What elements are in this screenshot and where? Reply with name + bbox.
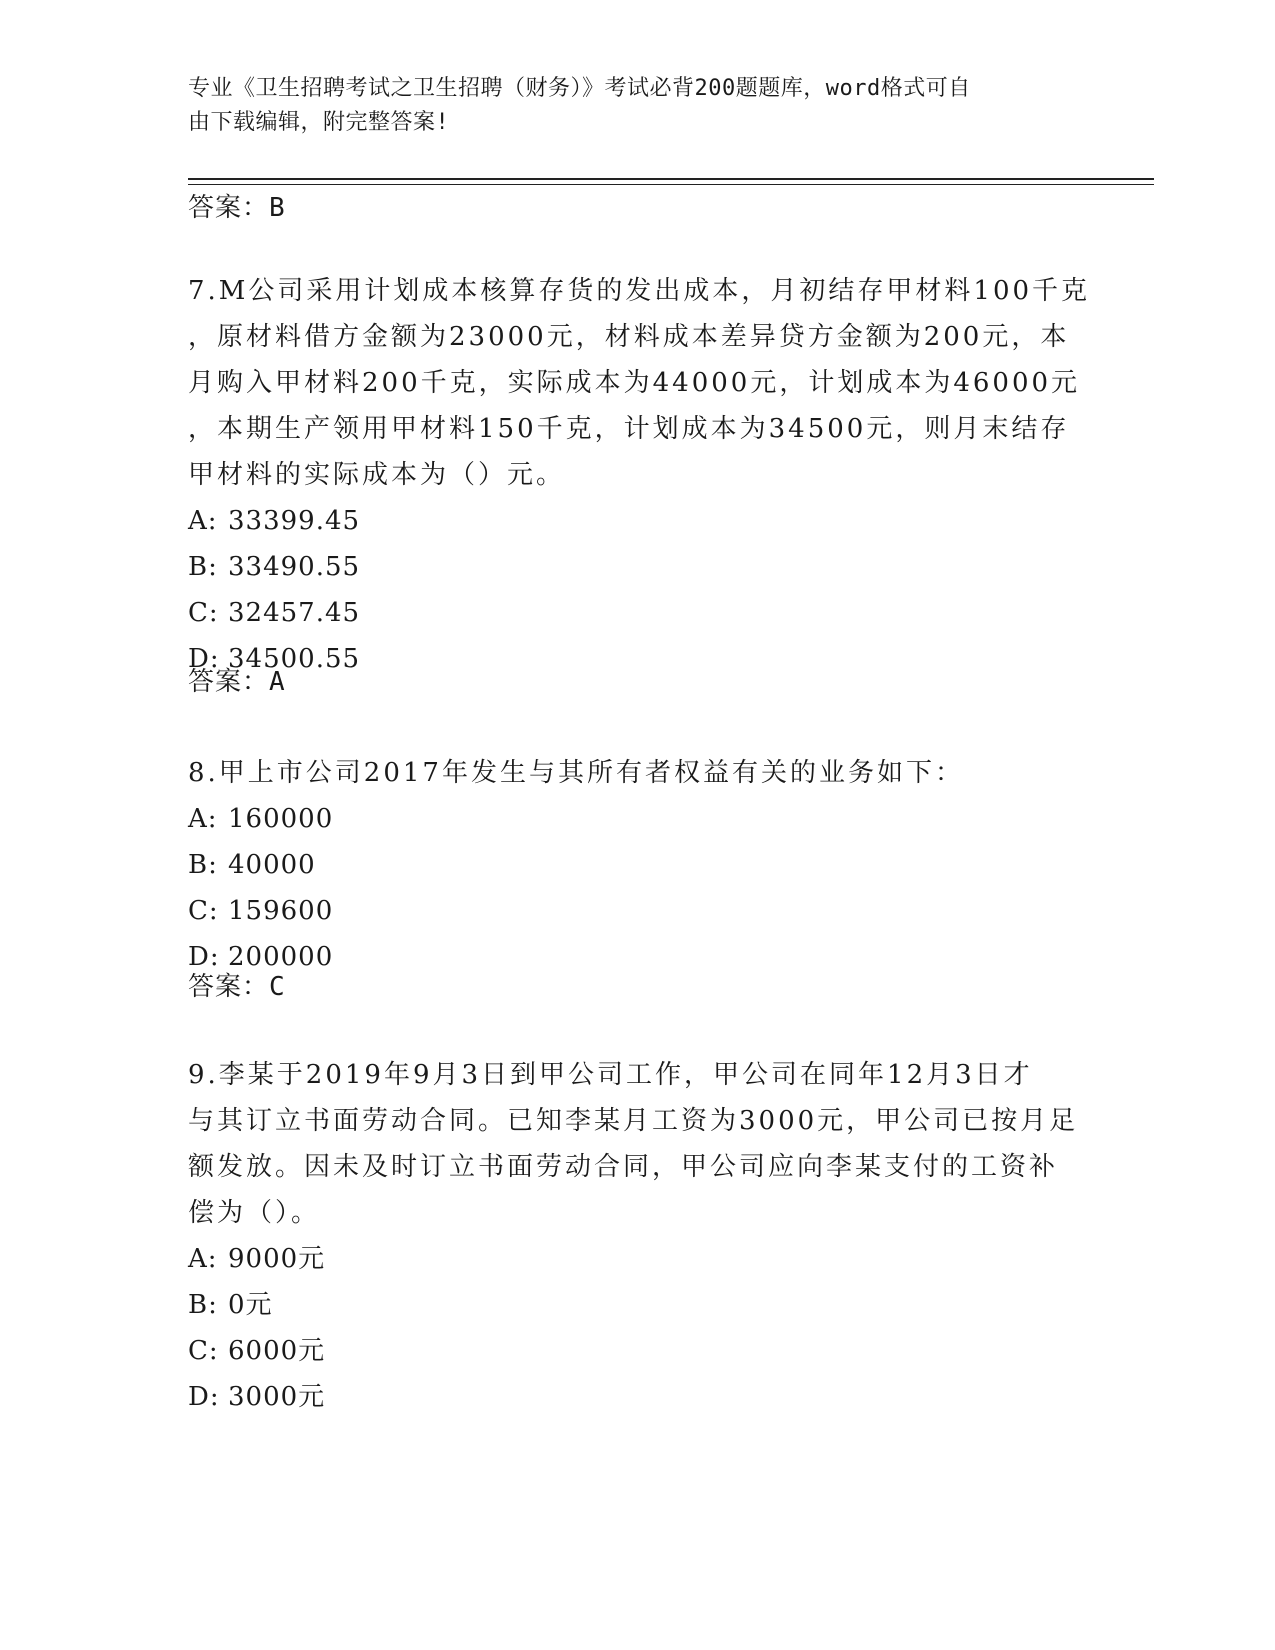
question-stem: [188, 750, 1088, 796]
option-text: 33490.55: [228, 552, 361, 582]
stem-line: ，原材料借方金额为23000元，材料成本差异贷方金额为200元，本: [188, 322, 1070, 352]
option-letter: D:: [188, 1382, 220, 1412]
option-b: [188, 544, 1088, 590]
question-7: [188, 268, 1091, 682]
option-d: [188, 636, 1088, 682]
answer-question-7: 答案：A: [188, 667, 286, 697]
option-text: 0元: [228, 1290, 273, 1320]
question-9: [188, 1052, 1088, 1420]
option-text: 160000: [228, 804, 334, 834]
option-b: [188, 842, 1088, 888]
option-c: [188, 888, 1088, 934]
header-line-2: 由下载编辑，附完整答案!: [188, 110, 450, 135]
question-stem: [188, 1052, 1088, 1236]
option-text: 200000: [228, 942, 334, 972]
option-text: 3000元: [228, 1382, 326, 1412]
stem-line: 额发放。因未及时订立书面劳动合同，甲公司应向李某支付的工资补: [188, 1152, 1059, 1182]
answer-question-8: 答案：C: [188, 972, 286, 1002]
option-letter: C:: [188, 1336, 219, 1366]
previous-answer: 答案：B: [188, 193, 286, 223]
option-letter: D:: [188, 644, 220, 674]
option-letter: A:: [188, 506, 218, 536]
option-a: [188, 1236, 1088, 1282]
header-divider-thick: [188, 178, 1154, 180]
option-text: 33399.45: [228, 506, 361, 536]
option-letter: D:: [188, 942, 220, 972]
option-letter: C:: [188, 598, 219, 628]
option-c: [188, 1328, 1088, 1374]
document-header: [188, 72, 1068, 140]
stem-line: 甲材料的实际成本为（）元。: [188, 460, 566, 490]
option-c: [188, 590, 1088, 636]
header-divider-thin: [188, 184, 1154, 185]
option-a: [188, 796, 1088, 842]
option-letter: A:: [188, 804, 218, 834]
stem-line: 偿为（）。: [188, 1198, 321, 1228]
option-text: 6000元: [228, 1336, 326, 1366]
question-8: [188, 750, 1088, 980]
option-text: 34500.55: [228, 644, 361, 674]
option-text: 32457.45: [228, 598, 361, 628]
option-letter: C:: [188, 896, 219, 926]
option-letter: B:: [188, 850, 218, 880]
stem-line: 与其订立书面劳动合同。已知李某月工资为3000元，甲公司已按月足: [188, 1106, 1079, 1136]
header-line-1: 专业《卫生招聘考试之卫生招聘（财务）》考试必背200题题库，word格式可自: [188, 76, 971, 101]
stem-line: 9.李某于2019年9月3日到甲公司工作，甲公司在同年12月3日才: [188, 1060, 1033, 1090]
option-text: 40000: [228, 850, 316, 880]
stem-line: ，本期生产领用甲材料150千克，计划成本为34500元，则月末结存: [188, 414, 1070, 444]
option-text: 159600: [228, 896, 334, 926]
stem-line: 7.M公司采用计划成本核算存货的发出成本，月初结存甲材料100千克: [188, 276, 1091, 306]
option-d: [188, 934, 1088, 980]
option-a: [188, 498, 1088, 544]
option-text: 9000元: [228, 1244, 326, 1274]
question-stem: [188, 268, 1091, 498]
stem-line: 月购入甲材料200千克，实际成本为44000元，计划成本为46000元: [188, 368, 1081, 398]
option-letter: B:: [188, 552, 218, 582]
stem-line: 8.甲上市公司2017年发生与其所有者权益有关的业务如下：: [188, 758, 964, 788]
option-letter: B:: [188, 1290, 218, 1320]
option-d: [188, 1374, 1088, 1420]
option-b: [188, 1282, 1088, 1328]
option-letter: A:: [188, 1244, 218, 1274]
